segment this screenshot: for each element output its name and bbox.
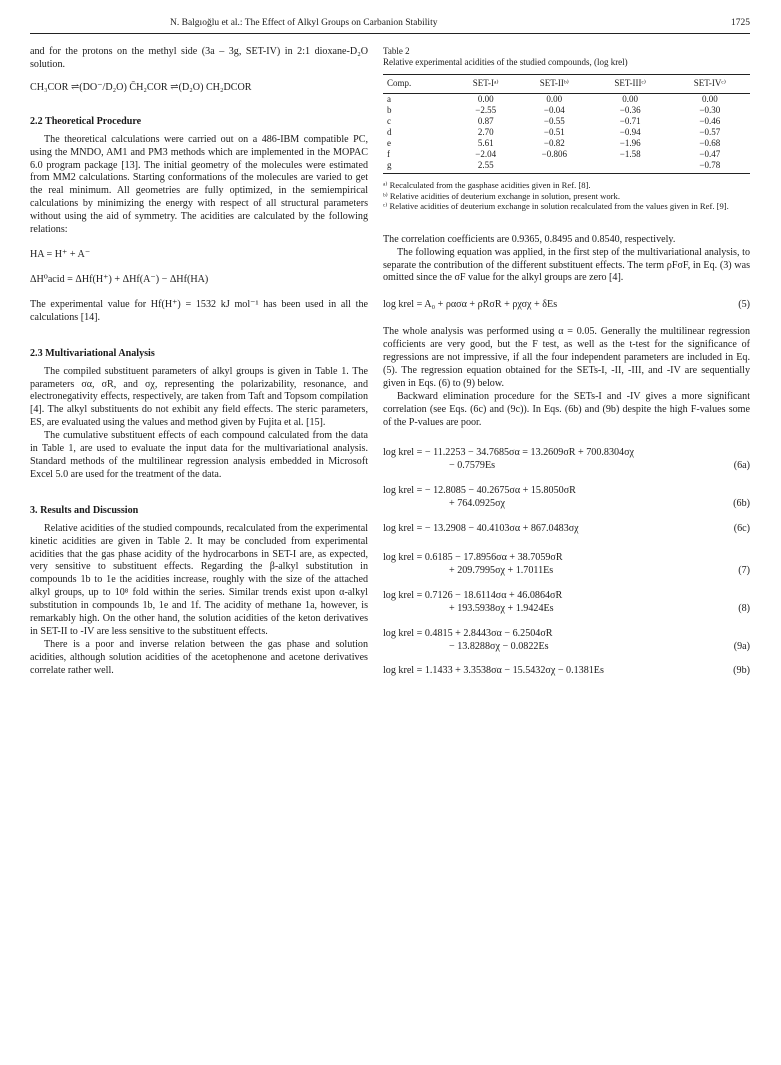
table-cell: −0.71 bbox=[619, 115, 641, 126]
table-header-cell: SET-Iᵃ⁾ bbox=[453, 75, 517, 94]
table-cell: −0.47 bbox=[699, 148, 721, 159]
table-2 bbox=[383, 46, 750, 212]
table-row bbox=[383, 105, 750, 116]
table-cell: −0.46 bbox=[699, 115, 721, 126]
equation-line-2 bbox=[383, 603, 750, 616]
section-2-3-paragraph-1: The compiled substituent parameters of alkyl groups is given in Table 1. The parameters σα, σR, and σχ, representing the polarizability, resonance, and electronegativity effects, respectively, are taken from Taft and Topsom compilation [4]. The alkyl substituents do not exhibit any field effects. The steric parameters, ES, are evaluated using the values and method given by Fujita et al. [15]. bbox=[30, 365, 368, 429]
equation-line-1: log krel = − 11.2253 − 34.7685σα = 13.2609σR + 700.8304σχ bbox=[383, 447, 635, 459]
equation-continuation: − 0.7579Es bbox=[449, 460, 496, 472]
table-row bbox=[383, 149, 750, 160]
table-cell: d bbox=[387, 126, 392, 137]
section-2-2-paragraph-1: The theoretical calculations were carried out on a 486-IBM compatible PC, using the MNDO, AM1 and PM3 methods which are implemented in the MOPAC 6.0 program package [13]. The initial geometry of the molecules were estimated from MM2 calculations. Starting conformations of the molecules are varied to get the real minimum. All geometries are fully optimized, in the semiempirical calculations by minimizing the energy with respect of all structural parameters without using the aid of symmetry. The acidities are calculated by the following relations: bbox=[30, 133, 368, 236]
equation-continuation: − 13.8288σχ − 0.0822Es bbox=[449, 640, 549, 652]
header-rule bbox=[30, 33, 750, 34]
equation-ha: HA = H⁺ + A⁻ bbox=[30, 248, 91, 260]
acidity-table bbox=[383, 74, 750, 174]
table-cell: e bbox=[387, 137, 391, 148]
regression-equations bbox=[383, 447, 750, 678]
table-cell: −1.58 bbox=[619, 148, 641, 159]
equation-6c bbox=[383, 523, 750, 536]
equation-continuation: + 764.0925σχ bbox=[449, 498, 505, 510]
table-cell: −0.55 bbox=[543, 115, 565, 126]
table-cell: −2.55 bbox=[475, 104, 497, 115]
equation-line-2 bbox=[383, 498, 750, 511]
equation-number: (7) bbox=[738, 564, 750, 576]
table-row bbox=[383, 127, 750, 138]
equation-7 bbox=[383, 552, 750, 578]
table-cell: 5.61 bbox=[477, 137, 494, 148]
section-2-2-paragraph-2: The experimental value for Hf(H⁺) = 1532 kJ mol⁻¹ has been used in all the calculations [14]. bbox=[30, 298, 368, 323]
table-caption: Relative experimental acidities of the studied compounds, (log krel) bbox=[383, 57, 628, 67]
table-cell: −1.96 bbox=[619, 137, 641, 148]
table-cell: f bbox=[387, 148, 390, 159]
table-header-cell: SET-IIIᶜ⁾ bbox=[591, 75, 670, 94]
table-cell: 2.70 bbox=[477, 126, 494, 137]
table-cell: −0.30 bbox=[699, 104, 721, 115]
table-cell: −2.04 bbox=[475, 148, 497, 159]
table-cell: −0.806 bbox=[541, 148, 567, 159]
equation-8 bbox=[383, 590, 750, 616]
table-cell: −0.94 bbox=[619, 126, 641, 137]
table-cell: 0.00 bbox=[546, 93, 563, 104]
equation-continuation: + 193.5938σχ + 1.9424Es bbox=[449, 602, 554, 614]
section-2-3-title: 2.3 Multivariational Analysis bbox=[30, 347, 155, 359]
equation-6a bbox=[383, 447, 750, 473]
table-cell bbox=[518, 160, 591, 174]
equation-text: log krel = A₀ + ρασα + ρRσR + ρχσχ + δEs bbox=[383, 299, 558, 311]
section-3-title: 3. Results and Discussion bbox=[30, 504, 139, 516]
table-cell: c bbox=[387, 115, 391, 126]
equation-number: (8) bbox=[738, 602, 750, 614]
table-cell: a bbox=[387, 93, 391, 104]
footnote: ᵃ⁾ Recalculated from the gasphase acidities given in Ref. [8]. bbox=[383, 179, 591, 190]
table-header-cell: SET-IVᶜ⁾ bbox=[670, 75, 750, 94]
footnote: ᵇ⁾ Relative acidities of deuterium exchange in solution, present work. bbox=[383, 190, 620, 201]
table-header-row bbox=[383, 75, 750, 94]
table-cell: −0.82 bbox=[543, 137, 565, 148]
section-3-paragraph-1: Relative acidities of the studied compounds, recalculated from the experimental kinetic acidities are given in Table 2. It may be concluded from experimental acidities that the gas phase acidity of the hydrocarbons in SET-I are, as expected, very sensitive to substituent effects. Regarding the β-alkyl substitution in compounds 1b to 1e the acidities increase, roughly with the size of the attached alkyl groups, up to 10⁸ fold within the series. Similar trends exist upon α-alkyl substitution in compounds 1b, 1e and 1f. The acidity of methane 1a, however, is remarkably high. On the other hand, the solution acidities of the keton derivatives in SET-II to -IV are less sensitive to the substituent effects. bbox=[30, 522, 368, 637]
table-cell: 0.00 bbox=[701, 93, 718, 104]
equation-line-1: log krel = − 13.2908 − 40.4103σα + 867.0483σχ bbox=[383, 523, 579, 535]
page-number: 1725 bbox=[731, 18, 750, 28]
table-cell: −0.78 bbox=[670, 160, 750, 174]
footnote: ᶜ⁾ Relative acidities of deuterium exchange in solution recalculated from the values given in Ref. [9]. bbox=[383, 201, 729, 212]
equation-continuation: + 209.7995σχ + 1.7011Es bbox=[449, 564, 554, 576]
analysis-paragraph: The whole analysis was performed using α = 0.05. Generally the multilinear regression cofficients are very good, but the F test, as well as the t-test for the significance of regressions are not impressive, if all the four independent parameters are included in Eq. (5). The regression equation obtained for the SETs-I, -II, -III, and -IV are sequentially given in Eqs. (6) to (9) below. bbox=[383, 326, 750, 389]
equation-delta-h: ΔH⁰acid = ΔHf(H⁺) + ΔHf(A⁻) − ΔHf(HA) bbox=[30, 273, 209, 285]
table-cell: 0.00 bbox=[622, 93, 639, 104]
equation-line-1: log krel = − 12.8085 − 40.2675σα + 15.8050σR bbox=[383, 485, 576, 497]
equation-6b bbox=[383, 485, 750, 511]
table-cell bbox=[591, 160, 670, 174]
right-column bbox=[383, 46, 750, 678]
equation-line-1: log krel = 0.6185 − 17.8956σα + 38.7059σR bbox=[383, 552, 563, 563]
section-3-paragraph-2: There is a poor and inverse relation between the gas phase and solution acidities, although solution acidities of the acetophenone and acetone derivatives correlate rather well. bbox=[30, 638, 368, 676]
equation-line-2 bbox=[383, 641, 750, 654]
table-row bbox=[383, 138, 750, 149]
table-row bbox=[383, 160, 750, 174]
equation-line-1: log krel = 0.7126 − 18.6114σα + 46.0864σR bbox=[383, 589, 563, 601]
table-row bbox=[383, 116, 750, 127]
table-cell: −0.04 bbox=[543, 104, 565, 115]
table-cell: 2.55 bbox=[453, 160, 517, 174]
table-cell: b bbox=[387, 104, 392, 115]
equation-line-1: log krel = 0.4815 + 2.8443σα − 6.2504σR bbox=[383, 627, 553, 639]
equation-intro-paragraph: The following equation was applied, in the first step of the multivariational analysis, to separate the contribution of the different substituent effects. The term ρFσF, in Eq. (3) was omitted since the σF value for the alkyl groups are zero [4]. bbox=[383, 246, 750, 284]
table-cell: 0.87 bbox=[477, 115, 494, 126]
intro-text: and for the protons on the methyl side (3a – 3g, SET-IV) in 2:1 dioxane-D₂O solution. bbox=[30, 46, 368, 70]
equation-line-1: log krel = 1.1433 + 3.3538σα − 15.5432σχ − 0.1381Es bbox=[383, 665, 604, 677]
equation-line-2 bbox=[383, 460, 750, 473]
table-row bbox=[383, 93, 750, 105]
equation-number: (9b) bbox=[733, 665, 750, 677]
equation-number: (5) bbox=[738, 299, 750, 311]
table-footnotes bbox=[383, 180, 750, 212]
left-column bbox=[30, 46, 368, 678]
correlation-paragraph: The correlation coefficients are 0.9365, 0.8495 and 0.8540, respectively. bbox=[383, 233, 676, 245]
equation-number: (9a) bbox=[733, 640, 750, 652]
section-2-2-title: 2.2 Theoretical Procedure bbox=[30, 115, 142, 127]
table-cell: −0.36 bbox=[619, 104, 641, 115]
table-header-cell: SET-IIᵇ⁾ bbox=[518, 75, 591, 94]
table-cell: g bbox=[383, 160, 453, 174]
equation-number: (6a) bbox=[733, 460, 750, 472]
table-cell: 0.00 bbox=[477, 93, 494, 104]
equation-line-2 bbox=[383, 565, 750, 578]
table-label: Table 2 bbox=[383, 46, 410, 56]
equation-5 bbox=[383, 299, 750, 312]
table-cell: −0.68 bbox=[699, 137, 721, 148]
section-2-3-paragraph-2: The cumulative substituent effects of each compound calculated from the data in Table 1, are used to evaluate the input data for the multivariational analysis. Standard methods of the multilinear regression analysis embedded in Microsoft Excel 5.0 are used for the treatment of the data. bbox=[30, 430, 368, 480]
reaction-equation: CH₃COR ⇌(DO⁻/D₂O) C̄H₂COR ⇌(D₂O) CH₂DCOR bbox=[30, 81, 252, 93]
table-cell: −0.51 bbox=[543, 126, 565, 137]
backward-elimination-paragraph: Backward elimination procedure for the SETs-I and -IV gives a more significant correlation (see Eqs. (6c) and (9c)). In Eqs. (6b) and (9b) despite the high F-values some of the P-values are poor. bbox=[383, 390, 750, 428]
table-cell: −0.57 bbox=[699, 126, 721, 137]
equation-number: (6c) bbox=[733, 523, 750, 535]
equation-number: (6b) bbox=[733, 498, 750, 510]
equation-9a bbox=[383, 628, 750, 654]
table-header-cell: Comp. bbox=[383, 75, 453, 94]
running-title: N. Balgıoğlu et al.: The Effect of Alkyl Groups on Carbanion Stability bbox=[170, 18, 438, 28]
equation-9b bbox=[383, 665, 750, 678]
